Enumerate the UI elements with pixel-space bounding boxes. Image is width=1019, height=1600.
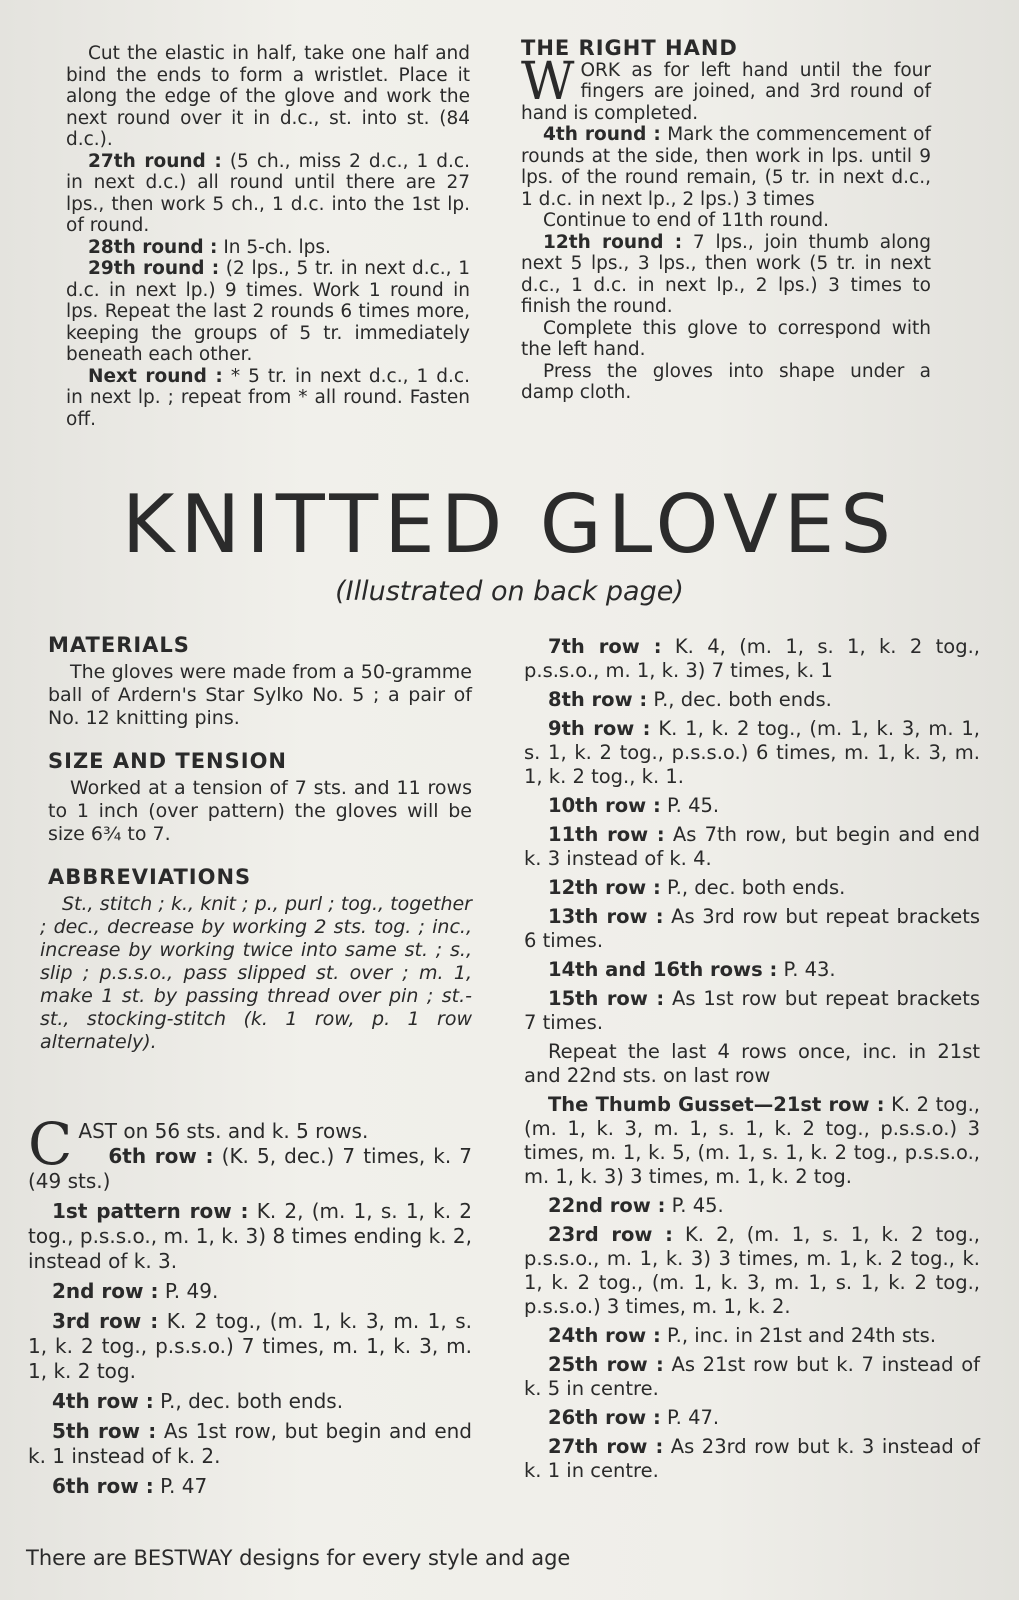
row-24: 24th row : P., inc. in 21st and 24th sts. [548, 1324, 937, 1347]
row-5: 5th row : As 1st row, but begin and end k. 1 instead of k. 2. [28, 1419, 472, 1468]
row-10: 10th row : P. 45. [548, 794, 720, 817]
row-13: 13th row : As 3rd row but repeat brackets 6 times. [524, 905, 980, 952]
row-15: 15th row : As 1st row but repeat brackets 7 times. [524, 987, 980, 1034]
cast-on: CAST on 56 sts. and k. 5 rows. 6th row : (K. 5, dec.) 7 times, k. 7 (49 sts.) [28, 1110, 472, 1193]
row-25: 25th row : As 21st row but k. 7 instead of k. 5 in centre. [524, 1353, 980, 1400]
row-22: 22nd row : P. 45. [548, 1194, 724, 1217]
row-27: 27th row : As 23rd row but k. 3 instead of k. 1 in centre. [524, 1435, 981, 1482]
right-round-12: 12th round : 7 lps., join thumb along next 5 lps., 3 lps., then work (5 tr. in next d.c., 1 d.c. in next lp., 2 lps.) 3 times to finish the round. [521, 231, 931, 317]
row-12: 12th row : P., dec. both ends. [548, 876, 846, 899]
abbreviations-text: St., stitch ; k., knit ; p., purl ; tog., together ; dec., decrease by working 2 sts. tog. ; inc., increase by working twice into same st. ; s., slip ; p.s.s.o., pass slipped st. over ; m. 1, make 1 st. by passing thread over pin ; st.-st., stocking-stitch (k. 1 row, p. 1 row alternately). [40, 893, 472, 1053]
row-11: 11th row : As 7th row, but begin and end k. 3 instead of k. 4. [524, 823, 980, 870]
crochet-instructions-column [66, 43, 470, 430]
row-9: 9th row : K. 1, k. 2 tog., (m. 1, k. 3, m. 1, s. 1, k. 2 tog., p.s.s.o.) 6 times, m. 1, k. 3, m. 1, k. 2 tog., k. 1. [524, 717, 980, 788]
rows-14-16: 14th and 16th rows : P. 43. [548, 958, 836, 981]
dropcap-c: C [28, 1110, 73, 1178]
size-heading: SIZE AND TENSION [48, 749, 288, 773]
right-complete: Complete this glove to correspond with the left hand. [521, 317, 931, 360]
right-hand-heading: THE RIGHT HAND [521, 36, 738, 60]
row-7: 7th row : K. 4, (m. 1, s. 1, k. 2 tog., p.s.s.o., m. 1, k. 3) 7 times, k. 1 [524, 635, 980, 682]
row-1: 1st pattern row : K. 2, (m. 1, s. 1, k. 2 tog., p.s.s.o., m. 1, k. 3) 8 times ending k. 2, instead of k. 3. [28, 1199, 472, 1273]
row-8: 8th row : P., dec. both ends. [548, 688, 832, 711]
footer-slogan: There are BESTWAY designs for every style and age [26, 1546, 571, 1570]
row-2: 2nd row : P. 49. [52, 1279, 219, 1303]
pattern-left-column [28, 1110, 472, 1499]
row-3: 3rd row : K. 2 tog., (m. 1, k. 3, m. 1, s. 1, k. 2 tog., p.s.s.o.) 7 times, m. 1, k. 3, m. 1, k. 2 tog. [28, 1309, 472, 1383]
size-text: Worked at a tension of 7 sts. and 11 rows to 1 inch (over pattern) the gloves will be size 6¾ to 7. [48, 777, 472, 845]
right-hand-section [521, 38, 931, 404]
row-4: 4th row : P., dec. both ends. [52, 1389, 344, 1413]
page-title: KNITTED GLOVES [121, 478, 898, 571]
round-27: 27th round : (5 ch., miss 2 d.c., 1 d.c. in next d.c.) all round until there are 27 lps., then work 5 ch., 1 d.c. into the 1st lp. of round. [66, 150, 470, 236]
page-subtitle: (Illustrated on back page) [335, 576, 684, 607]
materials-column [40, 630, 472, 1054]
row-23: 23rd row : K. 2, (m. 1, s. 1, k. 2 tog., p.s.s.o., m. 1, k. 3) 3 times, m. 1, k. 2 tog., k. 1, k. 2 tog., (m. 1, k. 3, m. 1, s. 1, k. 2 tog., p.s.s.o.) 3 times, m. 1, k. 2. [524, 1223, 980, 1318]
row-26: 26th row : P. 47. [548, 1406, 720, 1429]
right-hand-intro: WORK as for left hand until the four fingers are joined, and 3rd round of hand is completed. [521, 51, 931, 124]
materials-text: The gloves were made from a 50-gramme ball of Ardern's Star Sylko No. 5 ; a pair of No. 12 knitting pins. [48, 661, 472, 729]
next-round: Next round : * 5 tr. in next d.c., 1 d.c. in next lp. ; repeat from * all round. Fasten off. [66, 365, 470, 430]
wristlet-paragraph: Cut the elastic in half, take one half and bind the ends to form a wristlet. Place it along the edge of the glove and work the next round over it in d.c., st. into st. (84 d.c.). [66, 43, 470, 150]
thumb-gusset-row-21: The Thumb Gusset—21st row : K. 2 tog., (m. 1, k. 3, m. 1, s. 1, k. 2 tog., p.s.s.o.) 3 times, m. 1, k. 5, (m. 1, s. 1, k. 2 tog., p.s.s.o., m. 1, k. 3) 3 times, m. 1, k. 2 tog. [524, 1093, 980, 1188]
repeat-note: Repeat the last 4 rows once, inc. in 21st and 22nd sts. on last row [524, 1040, 980, 1087]
right-continue: Continue to end of 11th round. [543, 210, 829, 231]
right-round-4: 4th round : Mark the commencement of rounds at the side, then work in lps. until 9 lps. of the round remain, (5 tr. in next d.c., 1 d.c. in next lp., 2 lps.) 3 times [521, 124, 931, 210]
right-press: Press the gloves into shape under a damp cloth. [521, 360, 931, 403]
round-29: 29th round : (2 lps., 5 tr. in next d.c., 1 d.c. in next lp.) 9 times. Work 1 round in lps. Repeat the last 2 rounds 6 times more, keeping the groups of 5 tr. immediately beneath each other. [66, 258, 470, 365]
abbreviations-heading: ABBREVIATIONS [48, 865, 252, 889]
dropcap-w: W [521, 51, 575, 112]
row-6: 6th row : P. 47 [52, 1474, 208, 1498]
materials-heading: MATERIALS [48, 633, 190, 657]
pattern-right-column [524, 630, 980, 1483]
round-28: 28th round : In 5-ch. lps. [88, 236, 331, 258]
